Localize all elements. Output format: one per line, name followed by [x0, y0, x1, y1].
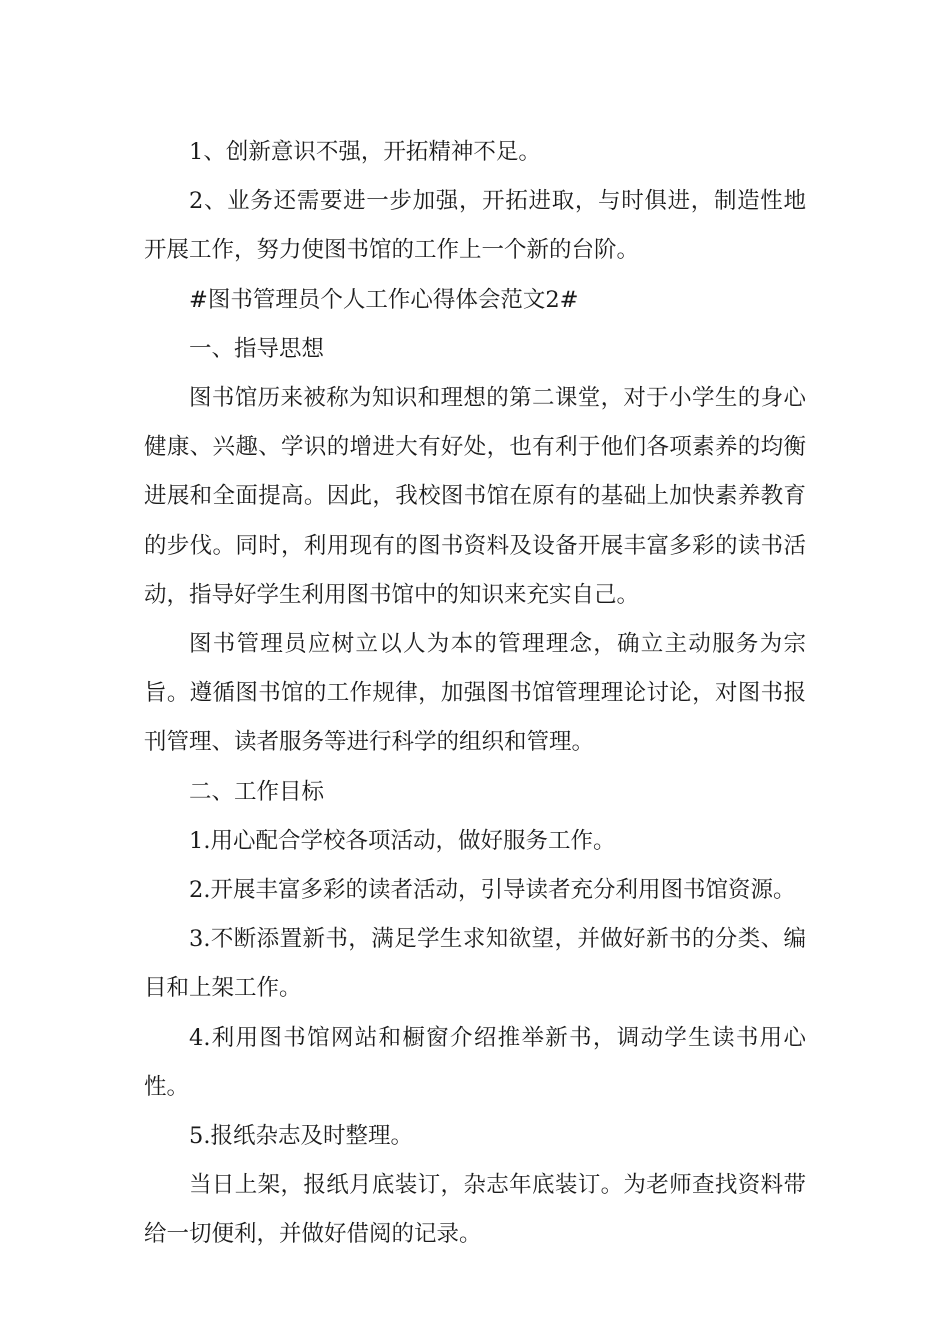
list-item-goal-5: 5.报纸杂志及时整理。	[189, 1123, 413, 1150]
paragraph-weakness-2: 2、业务还需要进一步加强，开拓进取，与时俱进，制造性地开展工作，努力使图书馆的工作上一个新的台阶。	[144, 188, 806, 264]
heading-guiding-ideology: 一、指导思想	[189, 335, 325, 362]
paragraph-librarian-philosophy: 图书管理员应树立以人为本的管理理念，确立主动服务为宗旨。遵循图书馆的工作规律，加强图书馆管理理论讨论，对图书报刊管理、读者服务等进行科学的组织和管理。	[144, 631, 806, 756]
section-title: #图书管理员个人工作心得体会范文2#	[189, 286, 579, 313]
list-item-goal-4: 4.利用图书馆网站和橱窗介绍推举新书，调动学生读书用心性。	[144, 1024, 806, 1100]
list-item-goal-3: 3.不断添置新书，满足学生求知欲望，并做好新书的分类、编目和上架工作。	[144, 926, 806, 1002]
list-item-goal-1: 1.用心配合学校各项活动，做好服务工作。	[189, 827, 616, 854]
document-body	[144, 128, 806, 1260]
paragraph-library-role: 图书馆历来被称为知识和理想的第二课堂，对于小学生的身心健康、兴趣、学识的增进大有好处，也有利于他们各项素养的均衡进展和全面提高。因此，我校图书馆在原有的基础上加快素养教育的步伐。同时，利用现有的图书资料及设备开展丰富多彩的读书活动，指导好学生利用图书馆中的知识来充实自己。	[144, 385, 806, 608]
paragraph-periodicals: 当日上架，报纸月底装订，杂志年底装订。为老师查找资料带给一切便利，并做好借阅的记录。	[144, 1172, 806, 1248]
heading-work-goals: 二、工作目标	[189, 778, 325, 805]
list-item-goal-2: 2.开展丰富多彩的读者活动，引导读者充分利用图书馆资源。	[189, 877, 796, 904]
paragraph-weakness-1: 1、创新意识不强，开拓精神不足。	[189, 139, 541, 165]
